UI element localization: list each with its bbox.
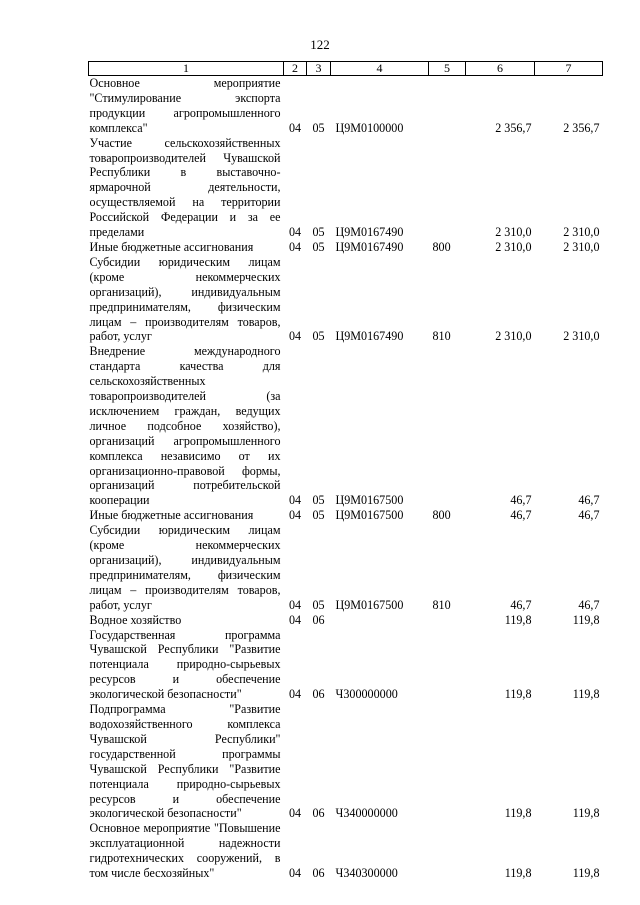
row-amount-2: 46,7 [578, 597, 600, 612]
table-row [89, 240, 603, 255]
row-subsection-code: 06 [312, 806, 325, 821]
table-row [89, 821, 603, 881]
row-expense-type: 800 [432, 239, 451, 254]
row-target-article: Ц9М0167500 [335, 493, 404, 508]
row-description: Основное мероприятие "Повышение эксплуатационной надежности гидротехнических сооружений, в том числе бесхозяйных" [89, 821, 281, 881]
column-header: 3 [307, 62, 331, 76]
row-section-code: 04 [288, 806, 302, 821]
row-target-article: Ц9М0167490 [335, 225, 404, 240]
table-row [89, 255, 603, 344]
row-expense-type [429, 76, 466, 136]
row-amount-2: 119,8 [572, 687, 600, 702]
column-header: 7 [535, 62, 603, 76]
row-expense-type [429, 344, 466, 508]
row-subsection-code: 05 [312, 239, 325, 254]
row-target-article: Ц9М0167490 [335, 329, 404, 344]
row-description: Субсидии юридическим лицам (кроме некоммерческих организаций), индивидуальным предпринимателям, физическим лицам – производителям товаров, работ, услуг [89, 254, 281, 344]
row-amount-1: 119,8 [504, 612, 532, 627]
row-description: Субсидии юридическим лицам (кроме некоммерческих организаций), индивидуальным предпринимателям, физическим лицам – производителям товаров, работ, услуг [89, 523, 281, 612]
row-expense-type [429, 613, 466, 628]
row-expense-type: 800 [432, 508, 451, 523]
table-row [89, 628, 603, 703]
row-target-article [331, 613, 429, 628]
row-amount-2: 2 310,0 [563, 329, 600, 344]
table-row [89, 344, 603, 508]
row-target-article: Ч340300000 [335, 866, 398, 881]
row-subsection-code: 05 [312, 329, 325, 344]
page-number: 122 [310, 37, 330, 52]
row-section-code: 04 [288, 225, 302, 240]
row-section-code: 04 [288, 239, 302, 254]
row-amount-1: 2 310,0 [495, 329, 532, 344]
row-amount-1: 119,8 [504, 687, 532, 702]
column-header: 2 [284, 62, 307, 76]
row-amount-2: 2 310,0 [563, 225, 600, 240]
row-amount-2: 119,8 [572, 806, 600, 821]
row-description: Внедрение международного стандарта качества для сельскохозяйственных товаропроизводителей (за исключением граждан, ведущих личное подсобное хозяйство), организаций агропромышленного комплекса независимо от их организационно-правовой формы, организаций потребительской кооперации [89, 344, 281, 508]
row-subsection-code: 06 [312, 687, 325, 702]
row-description: Иные бюджетные ассигнования [89, 508, 254, 523]
column-header: 1 [89, 62, 284, 76]
row-amount-2: 2 310,0 [563, 239, 600, 254]
row-section-code: 04 [288, 329, 302, 344]
table-row [89, 613, 603, 628]
row-subsection-code: 05 [312, 493, 325, 508]
table-row [89, 702, 603, 821]
row-subsection-code: 05 [312, 225, 325, 240]
table-row [89, 508, 603, 523]
column-header: 5 [429, 62, 466, 76]
row-description: Государственная программа Чувашской Республики "Развитие потенциала природно-сырьевых ресурсов и обеспечение экологической безопасности" [89, 627, 281, 702]
row-amount-2: 46,7 [578, 508, 600, 523]
row-amount-1: 46,7 [510, 597, 532, 612]
row-amount-1: 46,7 [510, 508, 532, 523]
row-expense-type [429, 628, 466, 703]
row-subsection-code: 05 [312, 508, 325, 523]
row-amount-1: 2 356,7 [495, 120, 532, 135]
row-section-code: 04 [288, 687, 302, 702]
row-target-article: Ч340000000 [335, 806, 398, 821]
header-row [89, 62, 603, 76]
row-target-article: Ц9М0167490 [335, 239, 404, 254]
row-amount-1: 46,7 [510, 493, 532, 508]
row-amount-2: 2 356,7 [563, 120, 600, 135]
column-header: 4 [331, 62, 429, 76]
budget-table [88, 61, 603, 881]
row-section-code: 04 [288, 508, 302, 523]
row-target-article: Ц9М0167500 [335, 508, 404, 523]
row-subsection-code: 05 [312, 597, 325, 612]
row-section-code: 04 [288, 612, 302, 627]
row-amount-1: 2 310,0 [495, 239, 532, 254]
row-amount-1: 119,8 [504, 806, 532, 821]
row-description: Подпрограмма "Развитие водохозяйственного комплекса Чувашской Республики" государственной программы Чувашской Республики "Развитие потенциала природно-сырьевых ресурсов и обеспечение экологической безопасности" [89, 702, 281, 821]
row-subsection-code: 06 [312, 612, 325, 627]
row-expense-type: 810 [432, 329, 451, 344]
table-row [89, 76, 603, 136]
row-expense-type [429, 702, 466, 821]
table-row [89, 136, 603, 240]
row-target-article: Ц9М0167500 [335, 597, 404, 612]
row-section-code: 04 [288, 866, 302, 881]
row-amount-2: 119,8 [572, 866, 600, 881]
row-amount-1: 119,8 [504, 866, 532, 881]
row-section-code: 04 [288, 597, 302, 612]
row-subsection-code: 05 [312, 120, 325, 135]
row-target-article: Ц9М0100000 [335, 120, 404, 135]
row-amount-1: 2 310,0 [495, 225, 532, 240]
row-description: Водное хозяйство [89, 612, 182, 627]
row-subsection-code: 06 [312, 866, 325, 881]
row-expense-type [429, 136, 466, 240]
table-row [89, 523, 603, 612]
row-amount-2: 119,8 [572, 612, 600, 627]
row-amount-2: 46,7 [578, 493, 600, 508]
row-section-code: 04 [288, 493, 302, 508]
row-expense-type [429, 821, 466, 881]
row-expense-type: 810 [432, 597, 451, 612]
column-header: 6 [466, 62, 535, 76]
row-description: Иные бюджетные ассигнования [89, 239, 254, 254]
row-description: Участие сельскохозяйственных товаропроизводителей Чувашской Республики в выставочно-ярмарочной деятельности, осуществляемой на территории Российской Федерации и за ее пределами [89, 135, 281, 240]
row-target-article: Ч300000000 [335, 687, 398, 702]
row-section-code: 04 [288, 120, 302, 135]
row-description: Основное мероприятие "Стимулирование экспорта продукции агропромышленного комплекса" [89, 76, 281, 135]
